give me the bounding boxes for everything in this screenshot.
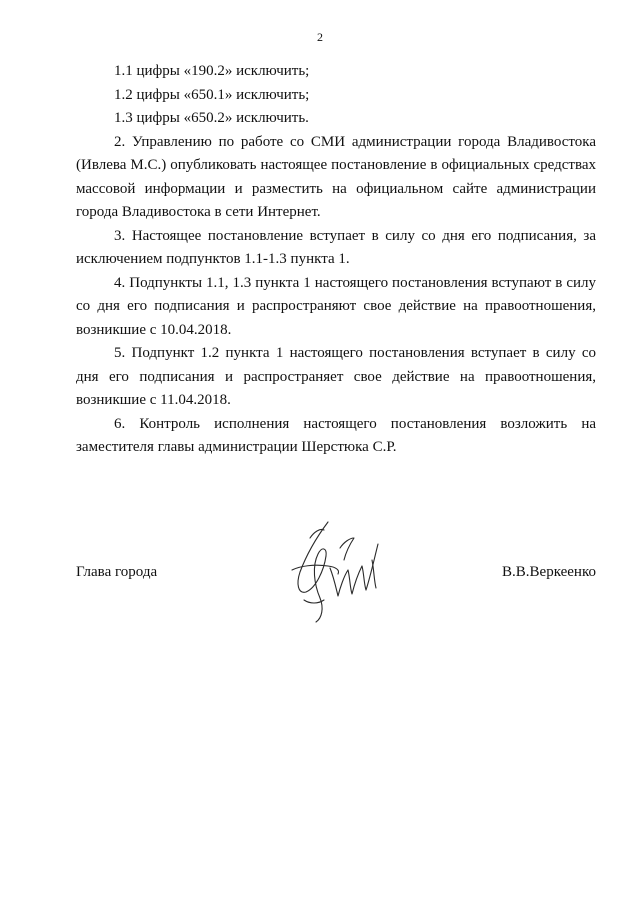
paragraph-1-2: 1.2 цифры «650.1» исключить; (114, 86, 310, 103)
page-number: 2 (317, 30, 323, 44)
paragraph-5: 5. Подпункт 1.2 пункта 1 настоящего постановления вступает в силу со дня его подписания и распространяет свое действие на правоотношения, возникшие с 11.04.2018. (76, 345, 596, 408)
paragraph-2: 2. Управлению по работе со СМИ администрации города Владивостока (Ивлева М.С.) опубликовать настоящее постановление в официальных средствах массовой информации и разместить на официальном сайте администрации города Владивостока в сети Интернет. (76, 133, 596, 220)
signatory-name: В.В.Веркеенко (502, 564, 596, 580)
paragraph-1-1: 1.1 цифры «190.2» исключить; (114, 63, 310, 79)
paragraph-6: 6. Контроль исполнения настоящего постановления возложить на заместителя главы администрации Шерстюка С.Р. (76, 415, 596, 455)
document-body (76, 60, 596, 460)
paragraph-4: 4. Подпункты 1.1, 1.3 пункта 1 настоящего постановления вступают в силу со дня его подписания и распространяют свое действие на правоотношения, возникшие с 10.04.2018. (76, 274, 596, 338)
paragraph-1-3: 1.3 цифры «650.2» исключить. (114, 110, 309, 126)
handwritten-signature (270, 508, 390, 628)
signatory-title: Глава города (76, 564, 158, 580)
paragraph-3: 3. Настоящее постановление вступает в силу со дня его подписания, за исключением подпунктов 1.1-1.3 пункта 1. (76, 227, 596, 267)
